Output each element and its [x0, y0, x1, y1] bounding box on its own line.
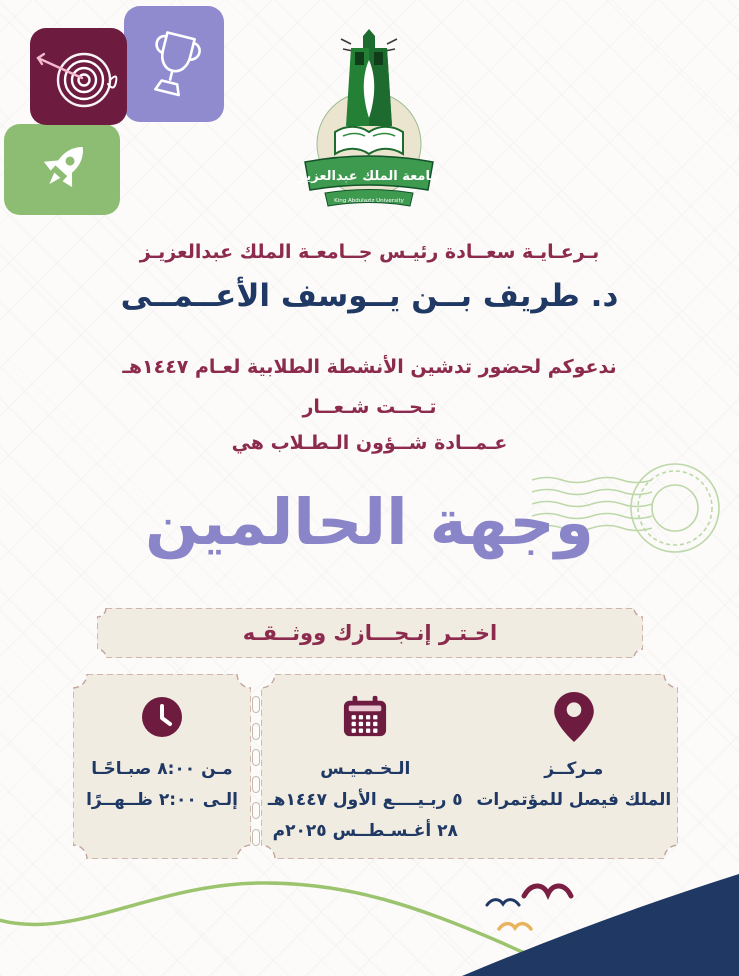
slogan-calligraphy: وجهة الحالمين: [145, 486, 594, 559]
bird-navy: [487, 900, 519, 905]
rocket-tile: [4, 124, 120, 215]
date-gregorian: ٢٨ أغـسـطــس ٢٠٢٥م: [272, 821, 458, 841]
target-tile: [30, 28, 127, 125]
university-logo: [273, 28, 465, 218]
time-from: مـن ٨:٠٠ صبـاحًـا: [91, 759, 233, 779]
bird-maroon: [524, 886, 571, 896]
logo-name-en: King Abdulaziz University: [334, 198, 404, 204]
deanship-line: عـمــادة شــؤون الـطـلاب هي: [231, 432, 508, 454]
bird-orange: [499, 924, 531, 929]
trophy-icon: [142, 25, 206, 103]
time-to: إلـى ٢:٠٠ ظــهــرًا: [86, 790, 238, 810]
banner-text: اخـتـر إنـجـــازك ووثــقـه: [242, 621, 498, 645]
patronage-line: بـرعـايـة سعــادة رئيـس جــامعـة الملك عبدالعزيـز: [139, 241, 600, 263]
president-name: د. طريف بــن يــوسف الأعــمــى: [120, 278, 619, 314]
ticket-perforation: [252, 696, 260, 846]
calendar-icon: [342, 695, 388, 739]
ticket-time-stub: [73, 674, 251, 859]
trophy-tile: [124, 6, 224, 122]
logo-name-ar: جامعة الملك عبدالعزيز: [298, 169, 440, 184]
bottom-wave-decoration: [0, 856, 739, 976]
clock-icon: [140, 695, 184, 739]
invite-line: ندعوكم لحضور تدشين الأنشطة الطلابية لعـام ١٤٤٧هـ: [122, 356, 617, 378]
banner-strip: [97, 608, 643, 658]
logo-lantern: [363, 29, 375, 48]
location-column: [470, 674, 679, 859]
location-pin-icon: [554, 692, 594, 742]
date-hijri: ٥ ربـيــــع الأول ١٤٤٧هـ: [267, 790, 463, 810]
ticket-main-body: [261, 674, 678, 859]
date-day: الـخـمـيـس: [320, 759, 411, 779]
location-title: مـركــز: [544, 759, 604, 779]
date-column: [261, 674, 470, 859]
location-name: الملك فيصل للمؤتمرات: [476, 790, 672, 810]
green-wave-line: [0, 883, 566, 970]
logo-book: [335, 127, 403, 154]
rocket-icon: [24, 137, 100, 203]
target-dart-icon: [34, 34, 124, 120]
under-slogan-line: تـحــت شـعــار: [302, 396, 437, 418]
